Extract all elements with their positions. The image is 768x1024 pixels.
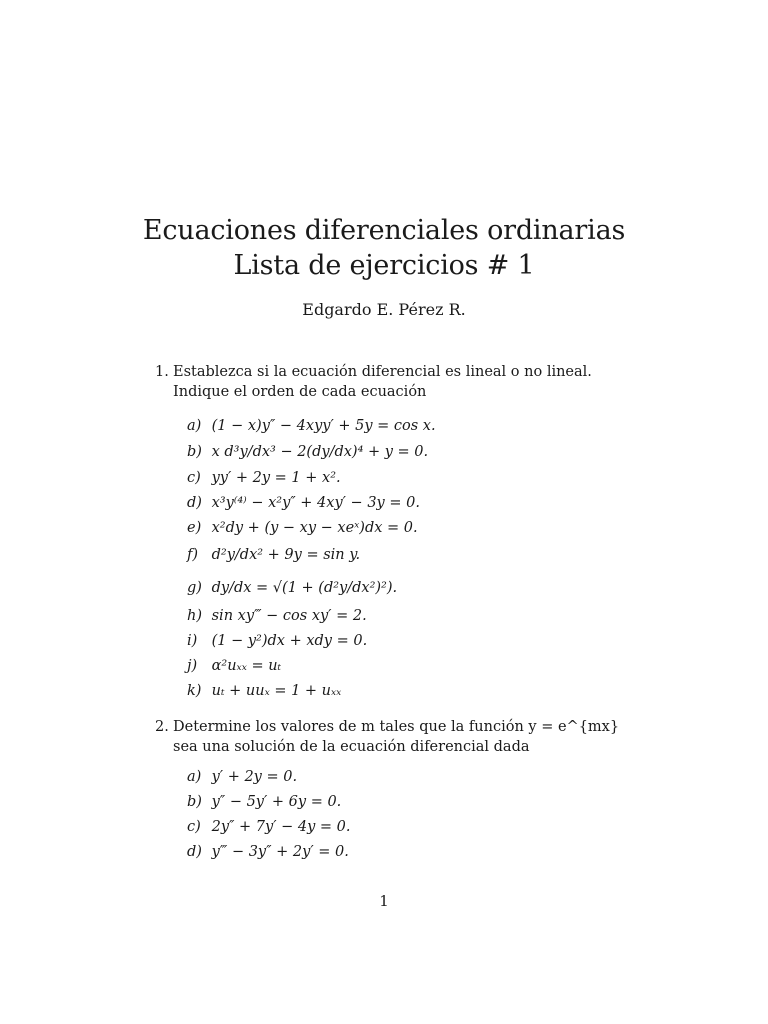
- list-item: [187, 839, 349, 865]
- item-expression: x³y⁽⁴⁾ − x²y″ + 4xy′ − 3y = 0.: [211, 495, 420, 511]
- question-2: [155, 717, 635, 757]
- item-expression: x d³y/dx³ − 2(dy/dx)⁴ + y = 0.: [211, 444, 429, 460]
- list-item: [187, 603, 367, 629]
- item-expression: α²uₓₓ = uₜ: [211, 658, 282, 674]
- item-label: c): [187, 470, 201, 486]
- item-label: d): [187, 844, 202, 860]
- item-label: k): [187, 683, 202, 699]
- item-label: d): [187, 495, 202, 511]
- list-item: [187, 413, 436, 439]
- item-label: e): [187, 520, 202, 536]
- list-item: [187, 575, 397, 601]
- question-2-text: Determine los valores de m tales que la función y = e^{mx} sea una solución de la ecuación diferencial dada: [173, 719, 620, 755]
- list-item: [187, 789, 341, 815]
- item-expression: y′ + 2y = 0.: [211, 769, 298, 785]
- item-expression: y‴ − 3y″ + 2y′ = 0.: [211, 844, 349, 860]
- list-item: [187, 814, 351, 840]
- item-label: i): [187, 633, 198, 649]
- list-item: [187, 439, 428, 465]
- item-expression: 2y″ + 7y′ − 4y = 0.: [211, 819, 351, 835]
- item-expression: (1 − x)y″ − 4xyy′ + 5y = cos x.: [211, 418, 436, 434]
- list-item: [187, 465, 341, 491]
- question-2-number: 2.: [155, 719, 169, 735]
- item-expression: d²y/dx² + 9y = sin y.: [211, 547, 361, 563]
- question-1-number: 1.: [155, 364, 169, 380]
- list-item: [187, 628, 367, 654]
- document-title-line1: Ecuaciones diferenciales ordinarias: [142, 215, 626, 246]
- list-item: [187, 678, 341, 704]
- item-label: c): [187, 819, 201, 835]
- item-expression: y″ − 5y′ + 6y = 0.: [211, 794, 342, 810]
- item-expression: uₜ + uuₓ = 1 + uₓₓ: [211, 683, 342, 699]
- question-1-text: Establezca si la ecuación diferencial es lineal o no lineal. Indique el orden de cada ecuación: [173, 364, 592, 400]
- item-label: g): [187, 580, 202, 596]
- page-number: 1: [379, 892, 389, 910]
- item-expression: sin xy‴ − cos xy′ = 2.: [211, 608, 367, 624]
- list-item: [187, 515, 418, 541]
- item-label: h): [187, 608, 202, 624]
- list-item: [187, 542, 360, 568]
- item-expression: dy/dx = √(1 + (d²y/dx²)²).: [211, 580, 398, 596]
- question-1: [155, 362, 635, 402]
- document-title-line2: Lista de ejercicios # 1: [233, 250, 535, 281]
- list-item: [187, 490, 420, 516]
- item-label: b): [187, 444, 202, 460]
- item-label: a): [187, 418, 202, 434]
- item-label: b): [187, 794, 202, 810]
- item-label: j): [187, 658, 198, 674]
- item-expression: yy′ + 2y = 1 + x².: [211, 470, 341, 486]
- item-expression: (1 − y²)dx + xdy = 0.: [211, 633, 368, 649]
- list-item: [187, 653, 281, 679]
- item-label: a): [187, 769, 202, 785]
- author-name: Edgardo E. Pérez R.: [302, 300, 466, 319]
- list-item: [187, 764, 297, 790]
- item-label: f): [187, 547, 199, 563]
- item-expression: x²dy + (y − xy − xeˣ)dx = 0.: [211, 520, 418, 536]
